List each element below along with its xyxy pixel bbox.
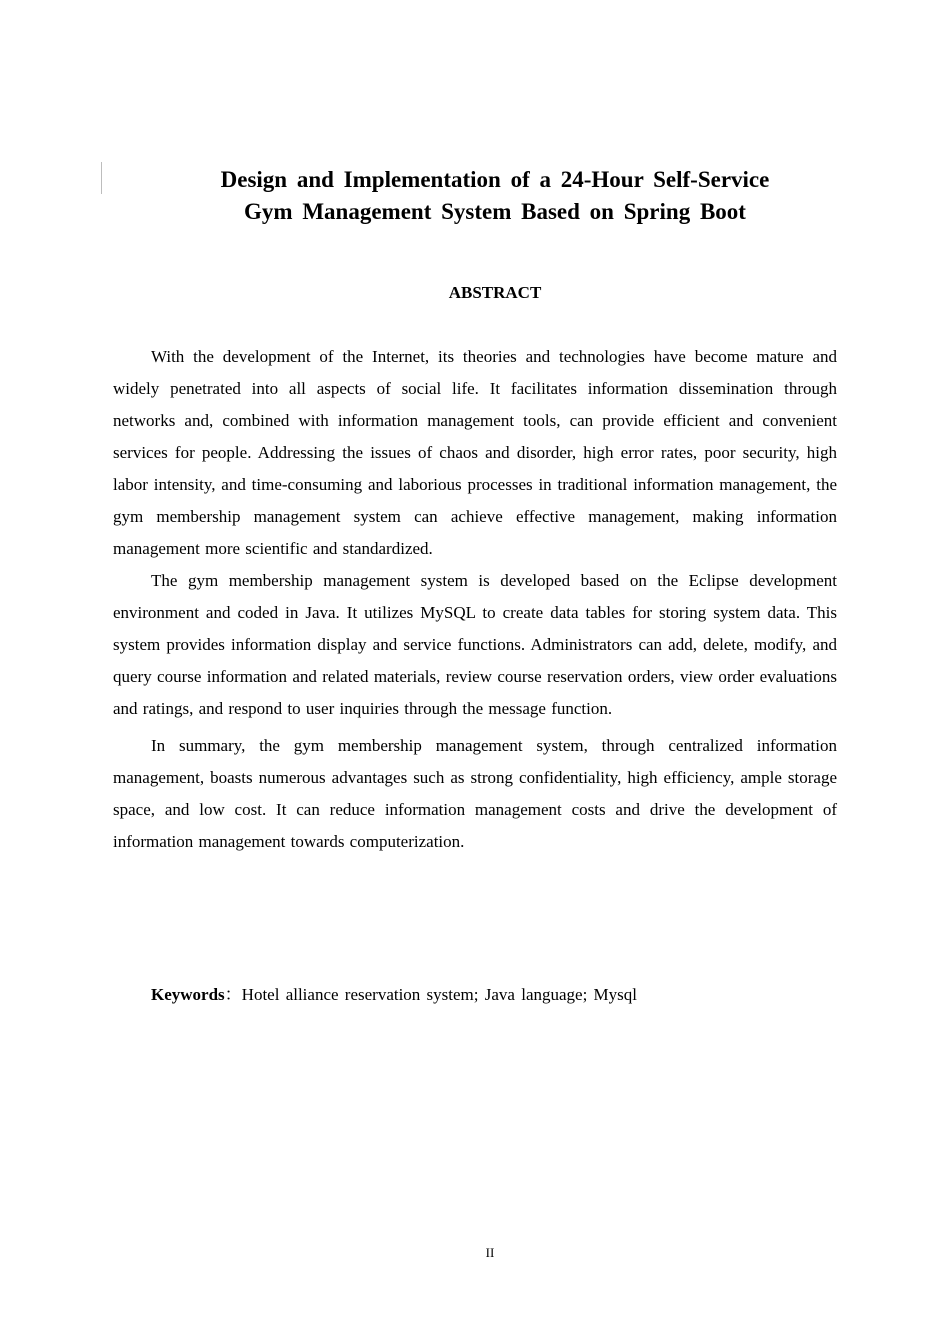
paper-title-line-2: Gym Management System Based on Spring Boot (244, 199, 746, 224)
keywords-label: Keywords (151, 985, 225, 1004)
keywords-value: Hotel alliance reservation system; Java language; Mysql (241, 985, 638, 1004)
abstract-paragraph-2: The gym membership management system is developed based on the Eclipse development environment and coded in Java. It utilizes MySQL to create data tables for storing system data. This system provides information display and service functions. Administrators can add, delete, modify, and query course information and related materials, review course reservation orders, view order evaluations and ratings, and respond to user inquiries through the message function. (113, 571, 837, 718)
abstract-paragraph-1: With the development of the Internet, its theories and technologies have become mature and widely penetrated into all aspects of social life. It facilitates information dissemination through networks and, combined with information management tools, can provide efficient and convenient services for people. Addressing the issues of chaos and disorder, high error rates, poor security, high labor intensity, and time-consuming and laborious processes in traditional information management, the gym membership management system can achieve effective management, making information management more scientific and standardized. (113, 347, 837, 558)
abstract-paragraph-3: In summary, the gym membership management system, through centralized information management, boasts numerous advantages such as strong confidentiality, high efficiency, ample storage space, and low cost. It can reduce information management costs and drive the development of information management towards computerization. (113, 736, 837, 851)
keywords-line (151, 983, 851, 1007)
abstract-body (113, 341, 837, 858)
page-number: II (485, 1245, 495, 1260)
abstract-heading: ABSTRACT (448, 283, 542, 302)
paper-title (100, 164, 890, 228)
keywords-separator: ： (224, 985, 242, 1004)
paper-title-line-1: Design and Implementation of a 24-Hour Self-Service (220, 167, 770, 192)
